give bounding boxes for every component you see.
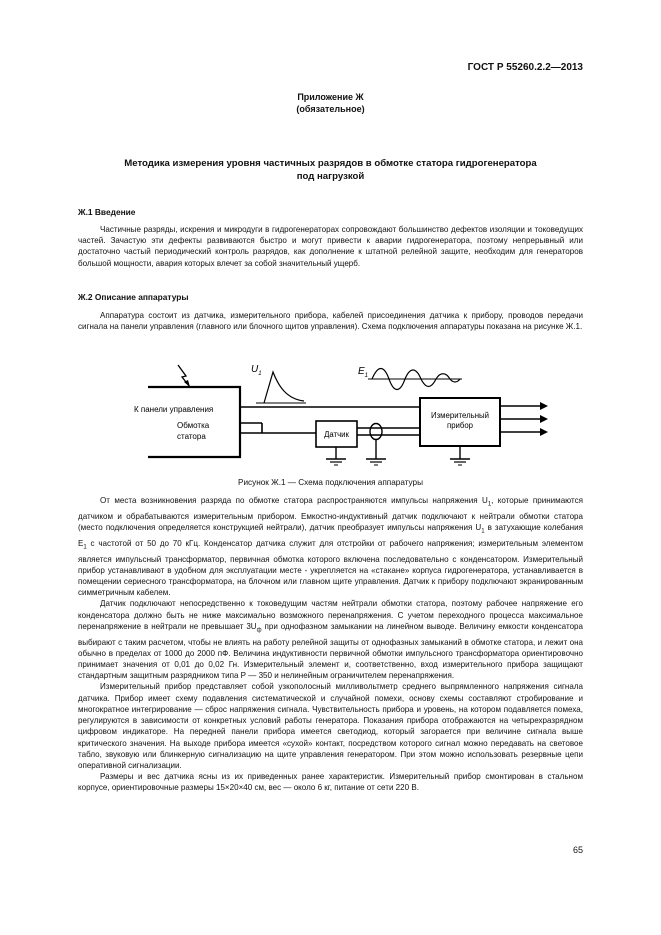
body-paragraph-1: От места возникновения разряда по обмотке статора распространяются импульсы напряжения $U_1$, которые принимаются датчиком и обрабатываются измерительным прибором. Емкостно-индуктивный датчик подключают к нейтрали обмотки статора (место подключения определяется конструкцией нейтрали), датчик преобразует импульсы напряжения $U_1$ в затухающие колебания $E_1$ с частотой от 50 до 70 кГц. Конденсатор датчика служит для отстройки от рабочего напряжения; измерительным элементом является импульсный трансформатор, первичная обмотка которого включена последовательно с конденсатором. Измерительный прибор устанавливают в удобном для эксплуатации месте - укрепляется на «стакане» корпуса гидрогенератора, устанавливается в помещении сериесного трансформатора, на блочном или главном щите управления. Датчик к прибору подключают экранированным симметричным кабелем. (78, 496, 584, 598)
figure-caption: Рисунок Ж.1 — Схема подключения аппаратуры (237, 478, 423, 487)
appendix-title: Приложение Ж (297, 92, 364, 102)
appendix-note: (обязательное) (296, 104, 365, 114)
device-label-2: прибор (446, 421, 474, 430)
section2-paragraph: Аппаратура состоит из датчика, измерительного прибора, кабелей присоединения датчика к прибору, проводов передачи сигнала на панели управления (главного или блочного щитов управления). Схема подключения аппаратуры показана на рисунке Ж.1. (78, 311, 583, 332)
section2-heading: Ж.2 Описание аппаратуры (78, 292, 189, 302)
body-paragraph-3: Измерительный прибор представляет собой узкополосный милливольтметр среднего выпрямленного напряжения сигнала датчика. Прибор имеет схему подавления систематической и случайной помехи, основу схемы составляют стробирование и многократное интегрирование — сброс напряжения сигнала. Чувствительность прибора и уровень, на котором подавляется помеха, регулируются в зависимости от конкретных условий работы генератора. Показания прибора отображаются на четырехразрядном цифровом индикаторе. На передней панели прибора имеется светодиод, который загорается при величине сигнала выше критического значения. На выходе прибора имеется «сухой» контакт, посредством которого сигнал можно передавать на световое табло, звуковую или блинкерную сигнализацию на щите управления генератором. При этом можно использовать резервные цепи оперативной сигнализации. (78, 682, 583, 770)
section1-heading: Ж.1 Введение (78, 207, 136, 217)
main-title-line1: Методика измерения уровня частичных разрядов в обмотке статора гидрогенератора (124, 158, 537, 169)
connection-diagram (0, 355, 661, 473)
main-title (0, 157, 661, 183)
cable-shield-icon (370, 424, 382, 440)
to-panel-label: К панели управления (134, 405, 214, 414)
winding-label-2: статора (177, 432, 206, 441)
winding-label-1: Обмотка (177, 421, 210, 430)
section1-paragraph: Частичные разряды, искрения и микродуги в гидрогенераторах сопровождают большинство дефектов изоляции и токоведущих частей. Зачастую эти дефекты развиваются быстро и могут привести к аварии гидрогенератора, поэтому непрерывный или достаточно частый периодический контроль разрядов, как дополнение к штатной релейной защите, необходим для генераторов большой мощности, авария которых влечет за собой значительный ущерб. (78, 225, 583, 268)
body-paragraph-2: Датчик подключают непосредственно к токоведущим частям нейтрали обмотки статора, поэтому рабочее напряжение его конденсатора должно быть не ниже максимально возможного перенапряжения. С учетом переходного процесса максимальное перенапряжение в нейтрали не превышает $3U_ф$ при однофазном замыкании на линейном выводе. Величину емкости конденсатора выбирают с таким расчетом, чтобы не влиять на работу релейной защиты от однофазных замыканий в обмотке статора, и лежит она обычно в пределах от 1000 до 2000 пФ. Величина индуктивности первичной обмотки импульсного трансформатора ориентировочно принимает значения от 0,01 до 0,02 Гн. Измерительный элемент и, соответственно, вход измерительного прибора защищают стандартным защитным разрядником типа Р — 350 и нелинейным ограничителем перенапряжения. (78, 599, 583, 681)
u1-label: $U_1$ (251, 364, 262, 377)
u1-pulse-wave (264, 372, 304, 403)
sensor-label: Датчик (324, 430, 349, 439)
output-arrow-1-icon (540, 402, 548, 410)
device-label-1: Измерительный (430, 411, 490, 420)
output-arrow-3-icon (540, 428, 548, 436)
e1-label: $E_1$ (358, 366, 369, 379)
main-title-line2: под нагрузкой (296, 171, 365, 182)
page-number: 65 (572, 845, 583, 855)
output-arrow-2-icon (540, 415, 548, 423)
section1-text (78, 224, 583, 269)
standard-number: ГОСТ Р 55260.2.2—2013 (467, 62, 583, 73)
body-paragraph-4: Размеры и вес датчика ясны из их приведенных ранее характеристик. Измерительный прибор смонтирован в стальном корпусе, ориентировочные размеры 15×20×40 см, вес — около 6 кг, питание от сети 220 В. (78, 772, 583, 793)
body-text (78, 495, 583, 794)
section2-text (78, 310, 583, 332)
